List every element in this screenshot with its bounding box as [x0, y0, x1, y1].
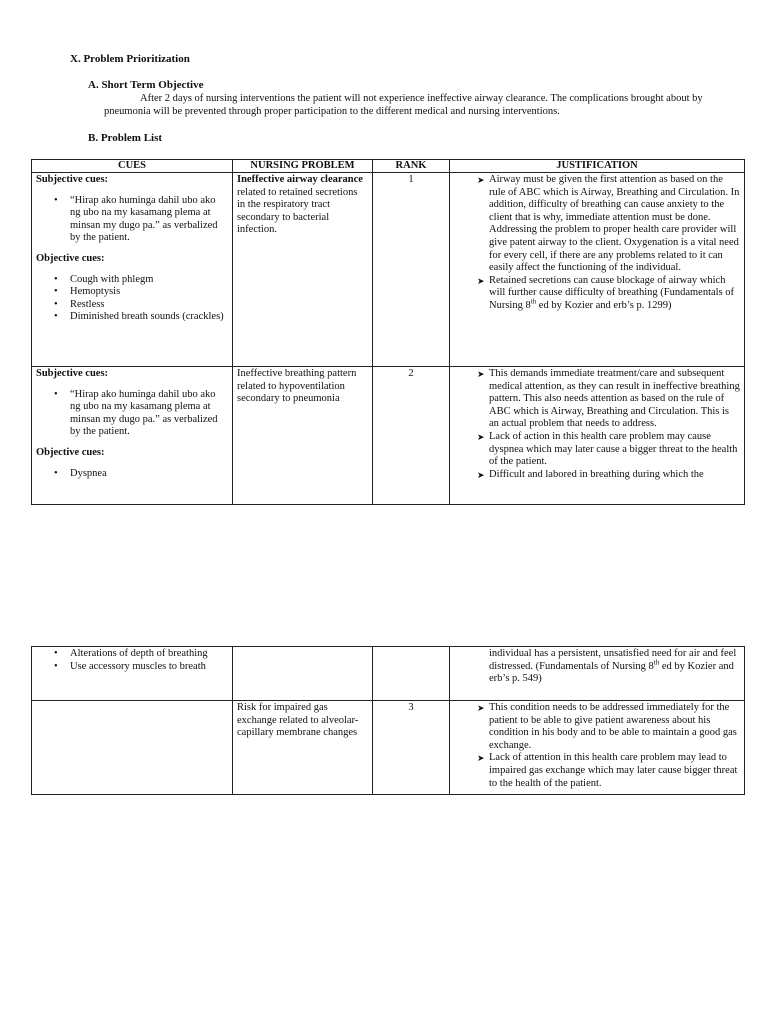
justification-cell: [450, 367, 745, 505]
arrow-bullet-icon: ➤: [477, 753, 485, 764]
list-item: • Diminished breath sounds (crackles): [36, 311, 228, 324]
header-nursing-problem: NURSING PROBLEM: [233, 160, 373, 173]
table-row: [32, 647, 745, 701]
cues-cell: [32, 367, 233, 505]
list-item: [454, 368, 740, 431]
rank-cell: [373, 647, 450, 701]
rank-cell: 3: [373, 701, 450, 795]
justification-text: Lack of attention in this health care problem may lead to impaired gas exchange which may later cause bigger threat to the health of the patient.: [489, 752, 738, 789]
problem-list-table: [31, 159, 745, 505]
arrow-bullet-icon: ➤: [477, 469, 485, 480]
subjective-label: Subjective cues:: [36, 368, 109, 379]
list-item: [454, 275, 740, 313]
list-item: [454, 431, 740, 469]
header-justification: JUSTIFICATION: [450, 160, 745, 173]
justification-cell: [450, 701, 745, 795]
list-item: • Dyspnea: [36, 468, 228, 481]
list-item: • Cough with phlegm: [36, 274, 228, 287]
header-rank: RANK: [373, 160, 450, 173]
justification-cell: [450, 647, 745, 701]
objective-list: [36, 274, 228, 324]
arrow-bullet-icon: ➤: [477, 703, 485, 713]
list-item: • Restless: [36, 299, 228, 312]
header-cues: CUES: [32, 160, 233, 173]
justification-text: individual has a persistent, unsatisfied need for air and feel distressed. (Fundamentals of Nursing 8th ed by Kozier and erb’s p. 549): [489, 648, 737, 685]
justification-text: This condition needs to be addressed immediately for the patient to be able to give patient awareness about his condition in his body and to be able to maintain a good gas exchange.: [489, 702, 737, 751]
arrow-bullet-icon: ➤: [477, 175, 485, 185]
nursing-problem-title: Ineffective airway clearance: [237, 174, 363, 185]
justification-list: [454, 174, 740, 313]
problem-list-table-continued: [31, 646, 745, 795]
objective-list: [36, 648, 228, 673]
objective-label: Objective cues:: [36, 252, 105, 264]
rank-cell: 2: [373, 367, 450, 505]
section-heading: X. Problem Prioritization: [70, 53, 190, 65]
list-item: • Use accessory muscles to breath: [36, 661, 228, 674]
table-header-row: [32, 160, 745, 173]
justification-text: This demands immediate treatment/care and subsequent medical attention, as they can result in ineffective breathing pattern. This also needs attention as based on the rule of ABC which is Airway, Breathing and Circulation. This is an actual problem that needs to address.: [489, 368, 740, 430]
list-item: • Alterations of depth of breathing: [36, 648, 228, 661]
table-row: [32, 367, 745, 505]
cues-cell: [32, 647, 233, 701]
table-row: [32, 173, 745, 367]
justification-text: Lack of action in this health care problem may cause dyspnea which may later cause a bigger threat to the health of the patient.: [489, 430, 738, 468]
nursing-problem-cell: [233, 647, 373, 701]
list-item: [454, 702, 740, 752]
nursing-problem-text: related to retained secretions in the respiratory tract secondary to bacterial infection.: [237, 186, 358, 236]
objective-label: Objective cues:: [36, 446, 105, 458]
rank-cell: 1: [373, 173, 450, 367]
arrow-bullet-icon: ➤: [477, 431, 485, 442]
justification-text: Retained secretions can cause blockage of airway which will further cause difficulty of breathing (Fundamentals of Nursing 8th ed by Kozier and erb’s p. 1299): [489, 274, 735, 311]
cues-cell: [32, 173, 233, 367]
list-item: [454, 469, 740, 482]
arrow-bullet-icon: ➤: [477, 369, 485, 379]
nursing-problem-cell: Ineffective breathing pattern related to hypoventilation secondary to pneumonia: [233, 367, 373, 505]
justification-cell: [450, 173, 745, 367]
list-item: • Hemoptysis: [36, 286, 228, 299]
list-item: [454, 752, 740, 790]
subjective-quote: • “Hirap ako huminga dahil ubo ako ng ubo na my kasamang plema at minsan my dugo pa.” as verbalized by the patient.: [36, 195, 228, 245]
subjective-list: [36, 195, 228, 245]
short-term-objective-text: After 2 days of nursing interventions the patient will not experience ineffective airway clearance. The complications brought about by pneumonia will be prevented through proper participation to the different medical and nursing interventions.: [104, 93, 703, 117]
objective-list: [36, 468, 228, 481]
subjective-list: [36, 389, 228, 439]
short-term-objective-title: A. Short Term Objective: [88, 79, 204, 91]
subjective-quote: • “Hirap ako huminga dahil ubo ako ng ubo na my kasamang plema at minsan my dugo pa.” as verbalized by the patient.: [36, 389, 228, 439]
subjective-label: Subjective cues:: [36, 174, 109, 185]
table-row: [32, 701, 745, 795]
nursing-problem-cell: [233, 173, 373, 367]
problem-list-title: B. Problem List: [88, 132, 163, 144]
justification-list: [454, 702, 740, 790]
justification-list: [454, 368, 740, 481]
cues-cell: [32, 701, 233, 795]
arrow-bullet-icon: ➤: [477, 275, 485, 286]
nursing-problem-cell: Risk for impaired gas exchange related to alveolar-capillary membrane changes: [233, 701, 373, 795]
list-item: ➤ Airway must be given the first attention as based on the rule of ABC which is Airway, Breathing and Circulation. In addition, difficulty of breathing can cause anxiety to the client that is why, immediate attention must be done. Addressing the problem to proper health care provider will give patent airway to the client. Oxygenation is a vital need for every cell, if there are any problems related to it can easily affect the functioning of the individual.: [477, 174, 740, 274]
justification-text: Difficult and labored in breathing during which the: [489, 468, 704, 480]
